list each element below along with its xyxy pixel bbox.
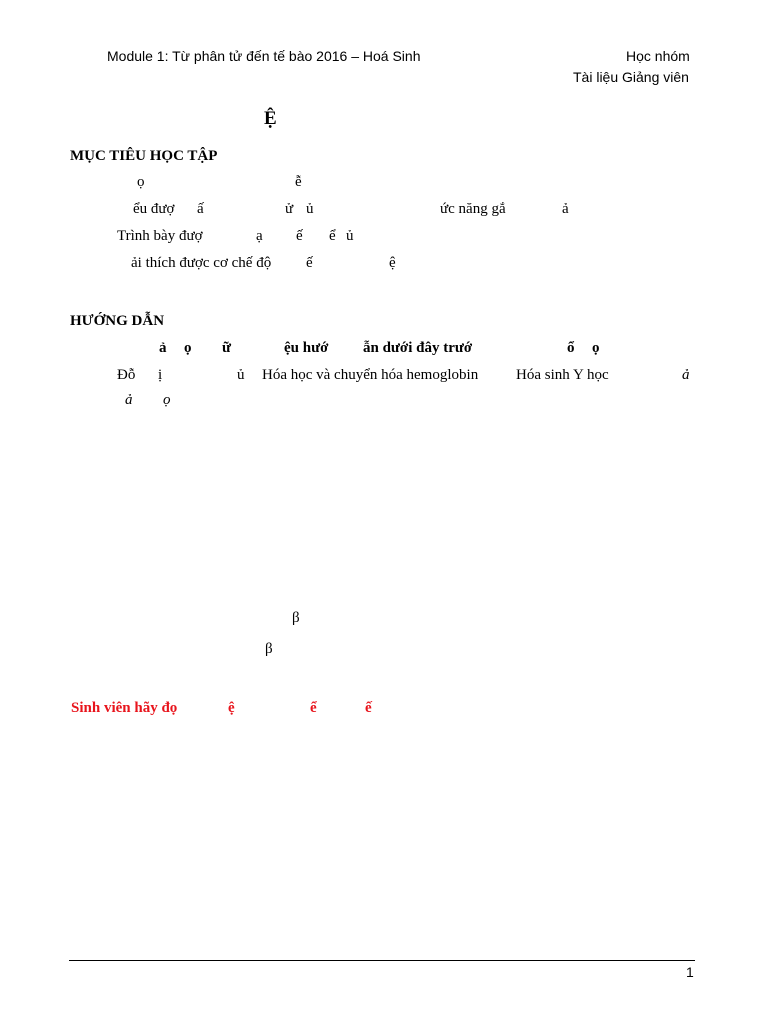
- objective-line-fragment: ủ: [346, 228, 354, 244]
- page-number: 1: [686, 964, 694, 980]
- student-note-fragment: Sinh viên hãy đọ: [71, 700, 178, 716]
- guide-instruction-fragment: ọ: [184, 340, 192, 356]
- objective-line-fragment: ấ: [197, 201, 204, 217]
- student-note-fragment: ệ: [228, 700, 235, 716]
- reference-fragment: ị: [158, 367, 163, 383]
- reference-fragment: ả: [125, 392, 133, 408]
- objective-line-fragment: ử: [285, 201, 294, 217]
- student-note-fragment: ế: [365, 700, 372, 716]
- objective-line-fragment: Trình bày đượ: [117, 228, 203, 244]
- page-title: Ệ: [264, 108, 277, 129]
- header-group-label: Học nhóm: [626, 48, 690, 64]
- guide-instruction-fragment: ả: [159, 340, 167, 356]
- beta-symbol: β: [292, 610, 300, 626]
- objectives-heading: MỤC TIÊU HỌC TẬP: [70, 148, 218, 164]
- header-doc-type: Tài liệu Giảng viên: [573, 69, 689, 85]
- reference-fragment: Đỗ: [117, 367, 136, 383]
- objective-line-fragment: ệ: [389, 255, 396, 271]
- reference-fragment: Hóa học và chuyển hóa hemoglobin: [262, 367, 479, 383]
- guide-instruction-fragment: ọ: [592, 340, 600, 356]
- student-note-fragment: ể: [310, 700, 317, 716]
- objective-line-fragment: ế: [296, 228, 303, 244]
- footer-divider: [69, 960, 695, 961]
- guide-instruction-fragment: ữ: [222, 340, 232, 356]
- guide-instruction-fragment: ổ: [567, 340, 575, 356]
- guide-instruction-fragment: ẫn dưới đây trướ: [363, 340, 473, 356]
- beta-symbol: β: [265, 641, 273, 657]
- objective-line-fragment: ế: [306, 255, 313, 271]
- objective-line-fragment: ễ: [295, 174, 302, 190]
- objective-line-fragment: ọ: [137, 174, 145, 190]
- header-module-title: Module 1: Từ phân tử đến tế bào 2016 – Hoá Sinh: [107, 48, 421, 64]
- objective-line-fragment: ạ: [256, 228, 263, 244]
- reference-fragment: ủ: [237, 367, 245, 383]
- reference-fragment: ả: [682, 367, 690, 383]
- objective-line-fragment: ể: [329, 228, 336, 244]
- guide-heading: HƯỚNG DẪN: [70, 313, 165, 329]
- reference-fragment: Hóa sinh Y học: [516, 367, 609, 383]
- reference-fragment: ọ: [163, 392, 171, 408]
- objective-line-fragment: ểu đượ: [133, 201, 175, 217]
- objective-line-fragment: ức năng gắ: [440, 201, 506, 217]
- objective-line-fragment: ủ: [306, 201, 314, 217]
- objective-line-fragment: ải thích được cơ chế độ: [131, 255, 272, 271]
- objective-line-fragment: ả: [562, 201, 569, 217]
- guide-instruction-fragment: ệu hướ: [284, 340, 329, 356]
